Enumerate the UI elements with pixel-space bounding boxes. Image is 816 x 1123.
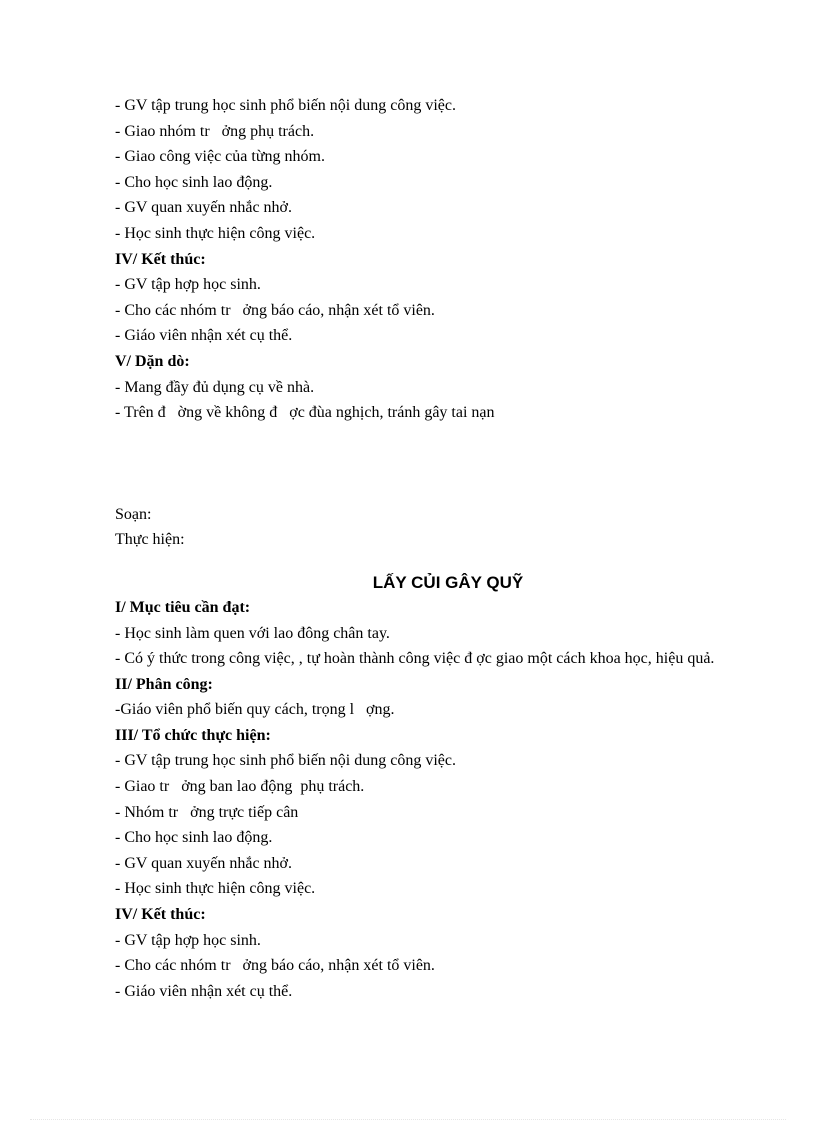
list-item: - Giao nhóm tr ởng phụ trách. (115, 122, 315, 140)
list-item: - Cho các nhóm tr ởng báo cáo, nhận xét tổ viên. (115, 301, 435, 319)
list-item: - Giao công việc của từng nhóm. (115, 148, 325, 166)
meta-thuc-hien: Thực hiện: (115, 531, 185, 549)
list-item: - Nhóm tr ởng trực tiếp cân (115, 803, 299, 821)
list-item: - Cho học sinh lao động. (115, 829, 273, 847)
list-item: - GV quan xuyến nhắc nhở. (115, 199, 293, 217)
section-heading-ket-thuc: IV/ Kết thúc: (115, 250, 206, 268)
list-item: - GV tập hợp học sinh. (115, 931, 261, 949)
list-item: - Cho các nhóm tr ởng báo cáo, nhận xét tổ viên. (115, 957, 435, 975)
list-item: - Học sinh thực hiện công việc. (115, 880, 316, 898)
list-item: - Trên đ ờng về không đ ợc đùa nghịch, tránh gây tai nạn (115, 404, 495, 422)
meta-soan: Soạn: (115, 505, 152, 523)
list-item: - Giáo viên nhận xét cụ thể. (115, 327, 293, 345)
list-item: - GV tập trung học sinh phổ biến nội dung công việc. (115, 97, 456, 114)
document-page (115, 93, 775, 1004)
list-item: -Giáo viên phổ biến quy cách, trọng l ợng. (115, 701, 395, 719)
list-item: - GV tập hợp học sinh. (115, 276, 261, 294)
section-heading-ket-thuc: IV/ Kết thúc: (115, 906, 206, 924)
list-item: - Mang đầy đủ dụng cụ về nhà. (115, 378, 315, 396)
list-item: - Cho học sinh lao động. (115, 173, 273, 191)
list-item: - GV tập trung học sinh phổ biến nội dung công việc. (115, 752, 456, 770)
list-item: - GV quan xuyến nhắc nhở. (115, 854, 293, 872)
list-item: - Giáo viên nhận xét cụ thể. (115, 982, 293, 1000)
list-item: - Giao tr ởng ban lao động phụ trách. (115, 778, 365, 796)
list-item: - Học sinh làm quen với lao đông chân tay. (115, 624, 390, 642)
lesson-title: LẤY CỦI GÂY QUỸ (372, 572, 524, 592)
section-heading-phan-cong: II/ Phân công: (115, 675, 213, 693)
spacer (115, 553, 775, 571)
section-heading-muc-tieu: I/ Mục tiêu cần đạt: (115, 598, 251, 616)
section-heading-to-chuc: III/ Tổ chức thực hiện: (115, 726, 271, 744)
list-item: - Học sinh thực hiện công việc. (115, 224, 316, 242)
list-item: - Có ý thức trong công việc, , tự hoàn thành công việc đ ợc giao một cách khoa học, hiệu quả. (115, 650, 715, 668)
page-bottom-rule (30, 1119, 786, 1120)
section-heading-dan-do: V/ Dặn dò: (115, 352, 190, 370)
spacer (115, 426, 775, 502)
